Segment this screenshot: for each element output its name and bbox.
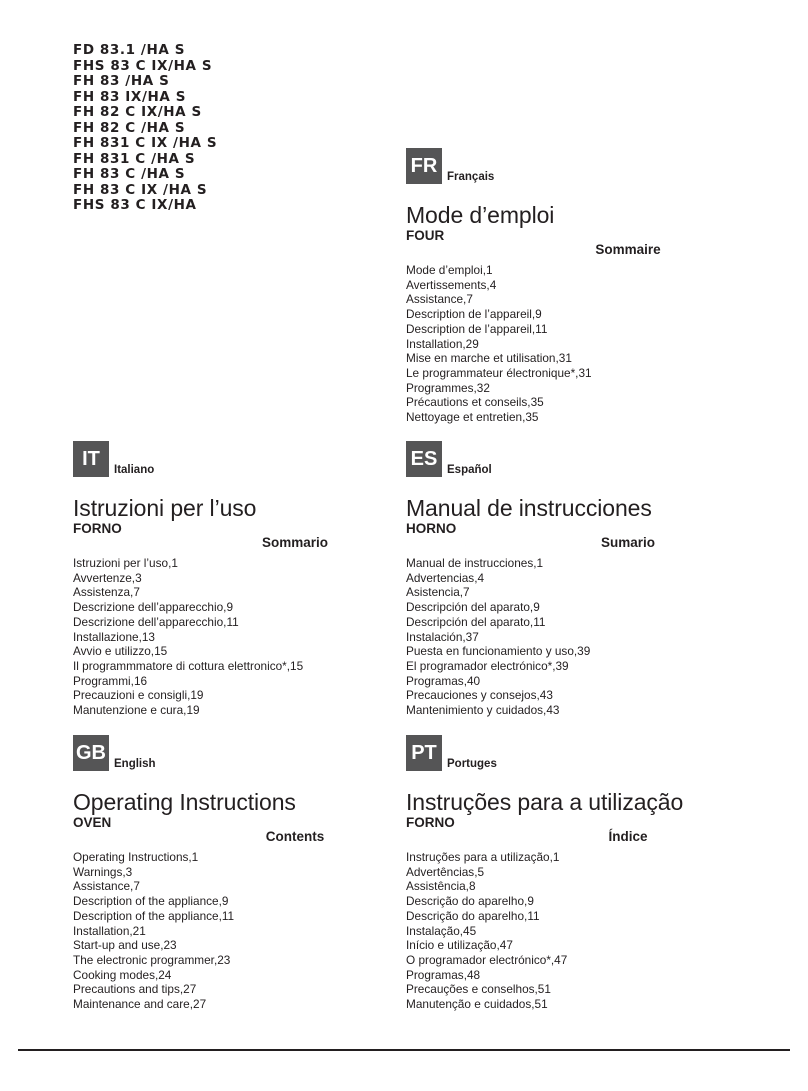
- toc-item: Le programmateur électronique*,31: [406, 365, 592, 380]
- model-name: FHS 83 C IX/HA S: [73, 57, 213, 74]
- model-name: FH 82 C /HA S: [73, 119, 186, 136]
- toc-heading: Contents: [265, 829, 325, 844]
- model-name: FH 83 /HA S: [73, 73, 170, 89]
- table-of-contents: [73, 850, 413, 1012]
- toc-item: Warnings,3: [73, 864, 133, 879]
- toc-item: Avvertenze,3: [73, 570, 142, 585]
- language-header: [73, 735, 413, 773]
- toc-item: Nettoyage et entretien,35: [406, 410, 539, 425]
- toc-heading: Índice: [608, 829, 648, 844]
- model-list: [73, 43, 217, 214]
- toc-item: Precauciones y consejos,43: [406, 688, 553, 703]
- language-header: [406, 735, 746, 773]
- toc-item: Descripción del aparato,11: [406, 614, 546, 629]
- model-name: FD 83.1 /HA S: [73, 42, 186, 58]
- toc-item: Descrição do aparelho,11: [406, 908, 540, 923]
- toc-item: Installation,29: [406, 336, 479, 351]
- toc-heading: Sommario: [261, 535, 329, 550]
- toc-item: Mantenimiento y cuidados,43: [406, 703, 560, 718]
- model-name: FH 83 C /HA S: [73, 166, 186, 182]
- toc-item: Description of the appliance,11: [73, 908, 235, 923]
- footer-divider: [18, 1049, 790, 1051]
- toc-item: Instruções para a utilização,1: [406, 850, 560, 864]
- toc-item: Assistance,7: [406, 292, 473, 307]
- toc-item: Operating Instructions,1: [73, 850, 199, 864]
- model-name: FH 831 C IX /HA S: [73, 135, 218, 151]
- toc-item: Assistance,7: [73, 879, 140, 894]
- table-of-contents: [406, 263, 746, 425]
- manual-title: Manual de instrucciones: [406, 495, 652, 521]
- toc-item: Manutenzione e cura,19: [73, 703, 200, 718]
- manual-title: Mode d’emploi: [406, 202, 555, 228]
- toc-item: Programmi,16: [73, 673, 148, 688]
- product-type: FORNO: [73, 521, 122, 536]
- toc-item: El programador electrónico*,39: [406, 658, 569, 673]
- toc-item: Manutenção e cuidados,51: [406, 997, 548, 1012]
- toc-item: The electronic programmer,23: [73, 952, 231, 967]
- toc-item: Programas,40: [406, 673, 481, 688]
- section-pt: [406, 735, 746, 1012]
- toc-item: Advertencias,4: [406, 570, 485, 585]
- toc-item: Precauzioni e consigli,19: [73, 688, 204, 703]
- toc-item: Description de l’appareil,9: [406, 307, 542, 322]
- table-of-contents: [73, 556, 413, 718]
- toc-item: Installazione,13: [73, 629, 155, 644]
- toc-item: Istruzioni per l’uso,1: [73, 556, 178, 570]
- language-name: Français: [447, 171, 495, 183]
- language-header: [406, 441, 746, 479]
- toc-item: Descripción del aparato,9: [406, 600, 540, 615]
- toc-heading: Sumario: [600, 535, 655, 550]
- language-name: Italiano: [114, 464, 155, 476]
- section-it: [73, 441, 413, 718]
- toc-item: Précautions et conseils,35: [406, 395, 544, 410]
- toc-item: Advertências,5: [406, 864, 485, 879]
- toc-item: Maintenance and care,27: [73, 997, 207, 1012]
- language-name: English: [114, 758, 156, 770]
- toc-item: O programador electrónico*,47: [406, 952, 568, 967]
- toc-item: Descrizione dell’apparecchio,9: [73, 600, 234, 615]
- toc-item: Installation,21: [73, 923, 146, 938]
- toc-item: Description of the appliance,9: [73, 894, 229, 909]
- language-name: Español: [447, 464, 492, 476]
- toc-item: Instalação,45: [406, 923, 477, 938]
- table-of-contents: [406, 850, 746, 1012]
- language-code-badge: FR: [406, 148, 442, 184]
- toc-item: Manual de instrucciones,1: [406, 556, 544, 570]
- language-code-badge: ES: [406, 441, 442, 477]
- language-code-badge: PT: [406, 735, 442, 771]
- language-header: [406, 148, 746, 186]
- manual-title: Operating Instructions: [73, 789, 296, 815]
- toc-item: Programmes,32: [406, 380, 490, 395]
- toc-item: Descrizione dell’apparecchio,11: [73, 614, 239, 629]
- model-name: FH 82 C IX/HA S: [73, 104, 202, 120]
- toc-item: Description de l’appareil,11: [406, 321, 548, 336]
- toc-item: Avertissements,4: [406, 277, 497, 292]
- language-code-badge: GB: [73, 735, 109, 771]
- model-name: FH 83 C IX /HA S: [73, 181, 208, 198]
- section-fr: [406, 148, 746, 425]
- toc-item: Mise en marche et utilisation,31: [406, 351, 572, 366]
- toc-item: Puesta en funcionamiento y uso,39: [406, 644, 591, 659]
- toc-item: Assistência,8: [406, 879, 476, 894]
- toc-item: Início e utilização,47: [406, 938, 513, 953]
- model-name: FHS 83 C IX/HA: [73, 197, 197, 213]
- section-es: [406, 441, 746, 718]
- product-type: OVEN: [73, 815, 112, 830]
- toc-item: Precautions and tips,27: [73, 982, 197, 997]
- toc-heading: Sommaire: [595, 242, 661, 257]
- language-name: Portuges: [447, 758, 497, 770]
- toc-item: Instalación,37: [406, 629, 479, 644]
- toc-item: Descrição do aparelho,9: [406, 894, 534, 909]
- toc-item: Programas,48: [406, 967, 481, 982]
- language-code-badge: IT: [73, 441, 109, 477]
- toc-item: Cooking modes,24: [73, 967, 172, 982]
- toc-item: Avvio e utilizzo,15: [73, 644, 168, 659]
- table-of-contents: [406, 556, 746, 718]
- toc-item: Asistencia,7: [406, 585, 470, 600]
- toc-item: Il programmmatore di cottura elettronico*,15: [73, 658, 304, 673]
- manual-title: Instruções para a utilização: [406, 789, 684, 815]
- manual-title: Istruzioni per l’uso: [73, 495, 257, 521]
- toc-item: Mode d’emploi,1: [406, 263, 493, 277]
- language-header: [73, 441, 413, 479]
- toc-item: Precauções e conselhos,51: [406, 982, 551, 997]
- product-type: FORNO: [406, 815, 455, 830]
- section-gb: [73, 735, 413, 1012]
- product-type: FOUR: [406, 228, 445, 243]
- toc-item: Assistenza,7: [73, 585, 140, 600]
- model-name: FH 83 IX/HA S: [73, 88, 187, 105]
- model-name: FH 831 C /HA S: [73, 150, 196, 167]
- product-type: HORNO: [406, 521, 457, 536]
- toc-item: Start-up and use,23: [73, 938, 177, 953]
